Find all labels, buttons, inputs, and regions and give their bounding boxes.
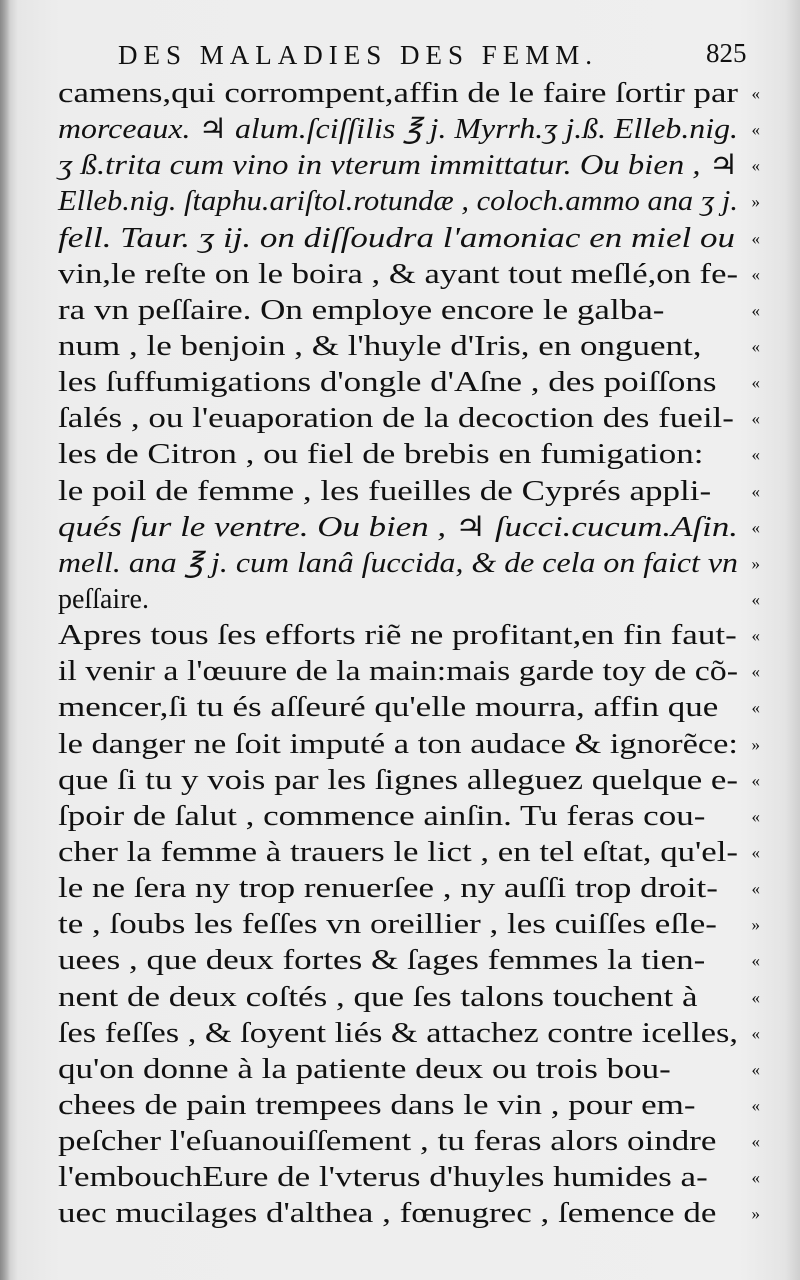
margin-quote-mark: « [751,228,760,248]
line-text: le ne ſera ny trop renuerſee , ny auſſi trop droit- [58,873,718,905]
margin-quote-mark: « [751,1095,760,1115]
margin-quote-mark: « [751,879,760,899]
margin-quote-mark: « [751,626,760,646]
line-text: camens,qui corrompent,affin de le faire ſortir par [58,78,738,109]
line-text: ſalés , ou l'euaporation de la decoction des fueil- [58,403,734,435]
text-line [58,546,760,582]
text-line [58,257,760,293]
text-line [58,907,760,943]
line-text: peſcher l'eſuanouiſſement , tu feras alors oindre [58,1126,717,1158]
line-text: fell. Taur. ʒ ij. on diſſoudra l'amoniac en miel ou [58,222,736,254]
margin-quote-mark: « [751,409,760,429]
margin-quote-mark: « [751,481,760,501]
text-line [58,835,760,871]
line-text: mencer,ſi tu és aſſeuré qu'elle mourra, affin que [58,692,719,724]
text-line [58,727,760,763]
page-number: 825 [706,38,747,68]
line-text: il venir a l'œuure de la main:mais garde toy de cõ- [58,656,738,688]
text-line [58,654,760,690]
line-text: le poil de femme , les fueilles de Cyprés appli- [58,475,712,507]
line-text: te , ſoubs les feſſes vn oreillier , les cuiſſes eſle- [58,909,717,941]
text-line [58,401,760,437]
margin-quote-mark: « [751,1168,760,1188]
line-text: que ſi tu y vois par les ſignes alleguez quelque e- [58,764,738,796]
text-line [58,1160,760,1196]
line-text: ra vn peſſaire. On employe encore le galba- [58,294,665,326]
margin-quote-mark: » [751,192,760,212]
margin-quote-mark: « [751,806,760,826]
text-line [58,582,760,618]
margin-quote-mark: « [751,842,760,862]
text-line [58,437,760,473]
margin-quote-mark: « [751,336,760,356]
margin-quote-mark: « [751,770,760,790]
margin-quote-mark: » [751,915,760,935]
line-text: chees de pain trempees dans le vin , pour em- [58,1089,696,1121]
line-text: peſſaire. [58,583,149,615]
line-text: Elleb.nig. ſtaphu.ariſtol.rotundæ , coloch.ammo ana ʒ j. [58,186,738,218]
line-text: vin,le reſte on le boira , & ayant tout meſlé,on fe- [58,258,738,290]
margin-quote-mark: « [751,373,760,393]
margin-quote-mark: « [751,662,760,682]
text-line [58,1196,760,1232]
line-text: qués ſur le ventre. Ou bien , ♃ ſucci.cucum.Aſin. [58,511,738,543]
margin-quote-mark: » [751,1204,760,1224]
text-line [58,365,760,401]
text-line [58,510,760,546]
line-text: le danger ne ſoit imputé a ton audace & ignorẽce: [58,728,738,760]
line-text: l'embouchEure de l'vterus d'huyles humides a- [58,1162,708,1194]
margin-quote-mark: « [751,300,760,320]
line-text: les de Citron , ou fiel de brebis en fumigation: [58,439,704,471]
margin-quote-mark: » [751,553,760,573]
line-text: nent de deux coſtés , que ſes talons touchent à [58,981,698,1013]
text-line [58,1016,760,1052]
text-line [58,1124,760,1160]
line-text: mell. ana ℥ j. cum lanâ ſuccida, & de cela on faict vn [58,547,738,579]
text-line [58,293,760,329]
line-text: qu'on donne à la patiente deux ou trois bou- [58,1053,671,1085]
line-text: ʒ ß.trita cum vino in vterum immittatur. Ou bien , ♃ [58,150,738,182]
text-line [58,943,760,979]
margin-quote-mark: « [751,951,760,971]
margin-quote-mark: » [751,734,760,754]
line-text: uec mucilages d'althea , fœnugrec , ſemence de [58,1198,717,1230]
margin-quote-mark: « [751,120,760,140]
margin-quote-mark: « [751,1132,760,1152]
line-text: morceaux. ♃ alum.ſciſſilis ℥ j. Myrrh.ʒ j.ß. Elleb.nig. [58,114,739,146]
text-line [58,618,760,654]
margin-quote-mark: « [751,1059,760,1079]
line-text: cher la femme à trauers le lict , en tel eſtat, qu'el- [58,836,738,868]
text-line [58,690,760,726]
text-line [58,474,760,510]
text-line [58,763,760,799]
text-line [58,221,760,257]
margin-quote-mark: « [751,264,760,284]
text-line [58,76,760,112]
line-text: Apres tous ſes efforts riẽ ne profitant,en fin faut- [58,620,737,652]
text-line [58,871,760,907]
text-line [58,1052,760,1088]
line-text: ſes feſſes , & ſoyent liés & attachez contre icelles, [58,1017,738,1049]
margin-quote-mark: « [751,987,760,1007]
line-text: les ſuffumigations d'ongle d'Aſne , des poiſſons [58,367,717,399]
running-head: DES MALADIES DES FEMM. [118,40,599,70]
margin-quote-mark: « [751,517,760,537]
text-line [58,148,760,184]
text-line [58,980,760,1016]
text-line [58,1088,760,1124]
line-text: ſpoir de ſalut , commence ainſin. Tu feras cou- [58,800,706,832]
margin-quote-mark: « [751,589,760,609]
text-line [58,184,760,220]
margin-quote-mark: « [751,156,760,176]
line-text: num , le benjoin , & l'huyle d'Iris, en onguent, [58,330,702,362]
margin-quote-mark: « [751,1023,760,1043]
margin-quote-mark: « [751,445,760,465]
gutter-shadow [0,0,10,1280]
text-line [58,112,760,148]
body-text [58,76,760,1233]
text-line [58,799,760,835]
margin-quote-mark: « [751,698,760,718]
line-text: uees , que deux fortes & ſages femmes la tien- [58,945,706,977]
text-line [58,329,760,365]
margin-quote-mark: « [751,84,760,103]
